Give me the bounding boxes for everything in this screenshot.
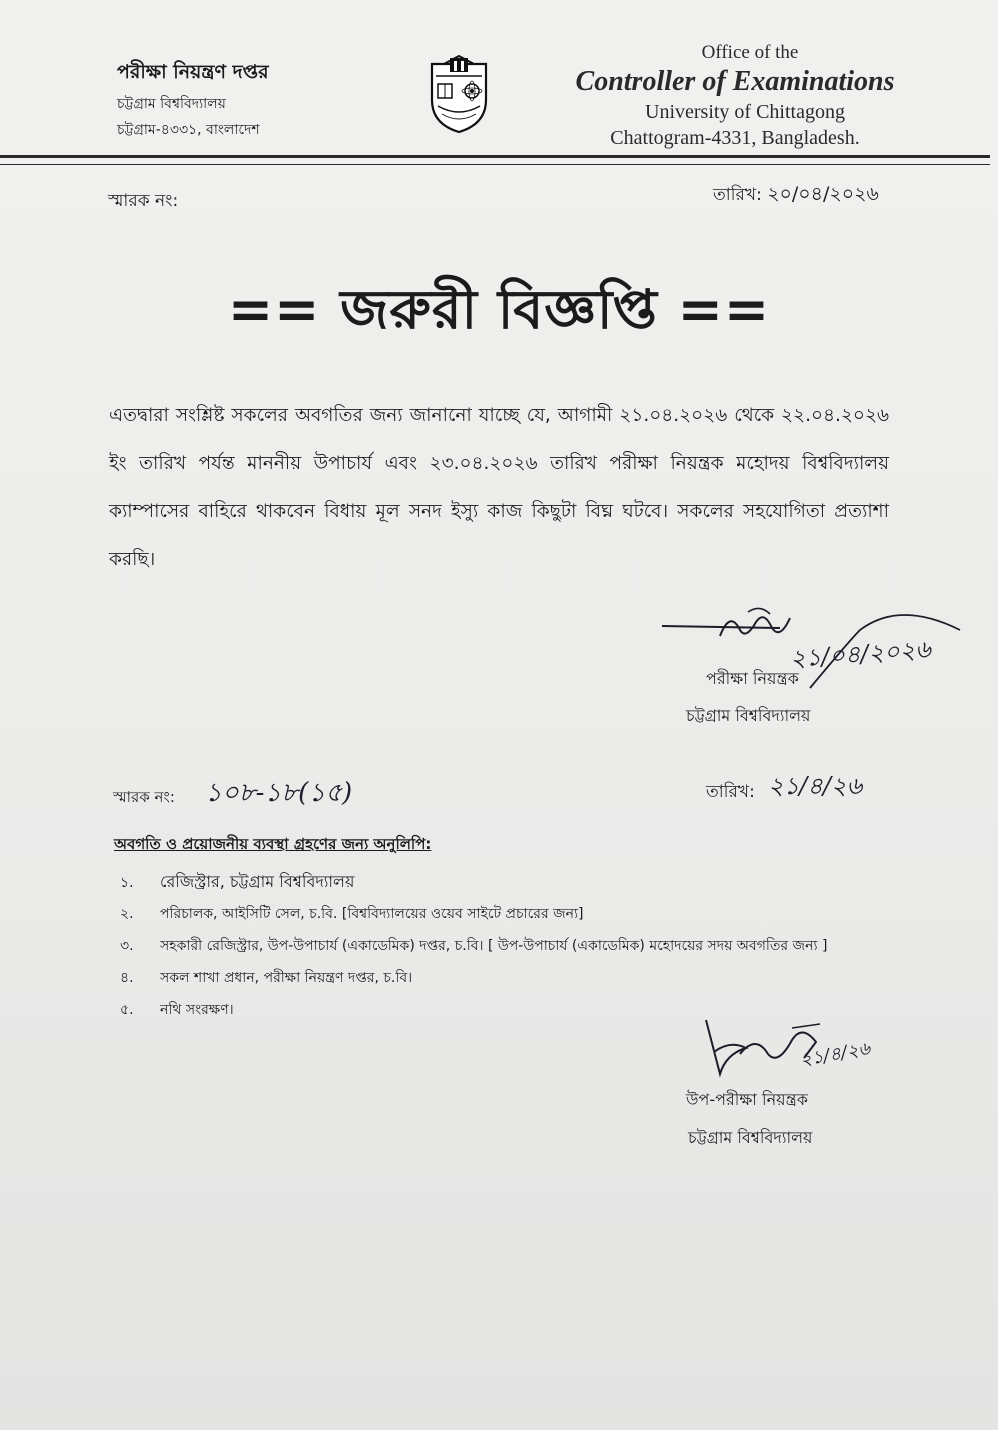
signature1-designation: পরীক্ষা নিয়ন্ত্রক	[706, 669, 799, 688]
cc-list	[120, 868, 827, 1028]
signature2-designation: উপ-পরীক্ষা নিয়ন্ত্রক	[686, 1090, 808, 1109]
cc-item-number: ২.	[120, 906, 134, 922]
signature2-handwritten-date: ২১/৪/২৬	[798, 1038, 872, 1071]
memo-date-handwritten: ২১/৪/২৬	[768, 772, 863, 800]
memo-number-label-bottom: স্মারক নং:	[113, 788, 175, 806]
address-bangla: চট্টগ্রাম-৪৩৩১, বাংলাদেশ	[117, 122, 260, 138]
cc-item-number: ৫.	[120, 1002, 134, 1018]
office-name-bangla: পরীক্ষা নিয়ন্ত্রণ দপ্তর	[117, 61, 269, 83]
cc-heading: অবগতি ও প্রয়োজনীয় ব্যবস্থা গ্রহণের জন্য অনুলিপি:	[114, 835, 432, 853]
cc-item-number: ৪.	[120, 970, 134, 986]
university-name-bangla: চট্টগ্রাম বিশ্ববিদ্যালয়	[117, 96, 226, 112]
cc-item-text: সহকারী রেজিস্ট্রার, উপ-উপাচার্য (একাডেমিক) দপ্তর, চ.বি। [ উপ-উপাচার্য (একাডেমিক) মহোদয়ের সদয় অবগতির জন্য ]	[160, 938, 828, 954]
header-divider-thin	[0, 164, 990, 165]
cc-item-number: ১.	[120, 875, 134, 891]
university-crest-icon	[426, 54, 492, 134]
signature1-university: চট্টগ্রাম বিশ্ববিদ্যালয়	[686, 706, 811, 725]
memo-number-label: স্মারক নং:	[108, 191, 179, 211]
memo-date-label-bottom: তারিখ:	[706, 782, 755, 802]
notice-body: এতদ্বারা সংশ্লিষ্ট সকলের অবগতির জন্য জানানো যাচ্ছে যে, আগামী ২১.০৪.২০২৬ থেকে ২২.০৪.২০২৬ ইং তারিখ পর্যন্ত মাননীয় উপাচার্য এবং ২৩.০৪.২০২৬ তারিখ পরীক্ষা নিয়ন্ত্রক মহোদয় বিশ্ববিদ্যালয় ক্যাম্পাসের বাহিরে থাকবেন বিধায় মূল সনদ ইস্যু কাজ কিছুটা বিঘ্ন ঘটবে। সকলের সহযোগিতা প্রত্যাশা করছি।	[109, 405, 889, 570]
memo-date	[713, 180, 879, 212]
signature1-handwritten-date: ২১/০৪/২০২৬	[789, 635, 932, 673]
date-label: তারিখ:	[713, 185, 762, 205]
office-name-english: Controller of Examinations	[575, 66, 895, 97]
address-english: Chattogram-4331, Bangladesh.	[610, 127, 860, 149]
cc-item-text: রেজিস্ট্রার, চট্টগ্রাম বিশ্ববিদ্যালয়	[160, 872, 355, 891]
cc-item	[120, 932, 827, 964]
memo-number-handwritten: ১০৮-১৮(১৫)	[205, 778, 353, 808]
signature2-university: চট্টগ্রাম বিশ্ববিদ্যালয়	[688, 1128, 813, 1147]
date-value: ২০/০৪/২০২৬	[767, 183, 879, 205]
notice-title: == জরুরী বিজ্ঞপ্তি ==	[227, 278, 771, 341]
cc-item-number: ৩.	[120, 938, 134, 954]
cc-item-text: সকল শাখা প্রধান, পরীক্ষা নিয়ন্ত্রণ দপ্তর, চ.বি।	[160, 970, 413, 986]
cc-item-text: পরিচালক, আইসিটি সেল, চ.বি. [বিশ্ববিদ্যালয়ের ওয়েব সাইটে প্রচারের জন্য]	[160, 906, 584, 922]
cc-item-text: নথি সংরক্ষণ।	[160, 1002, 234, 1018]
cc-item	[120, 900, 827, 932]
office-of-the: Office of the	[701, 42, 799, 63]
university-name-english: University of Chittagong	[645, 101, 845, 123]
cc-item	[120, 964, 827, 996]
cc-item	[120, 868, 827, 900]
header-divider-thick	[0, 155, 990, 158]
